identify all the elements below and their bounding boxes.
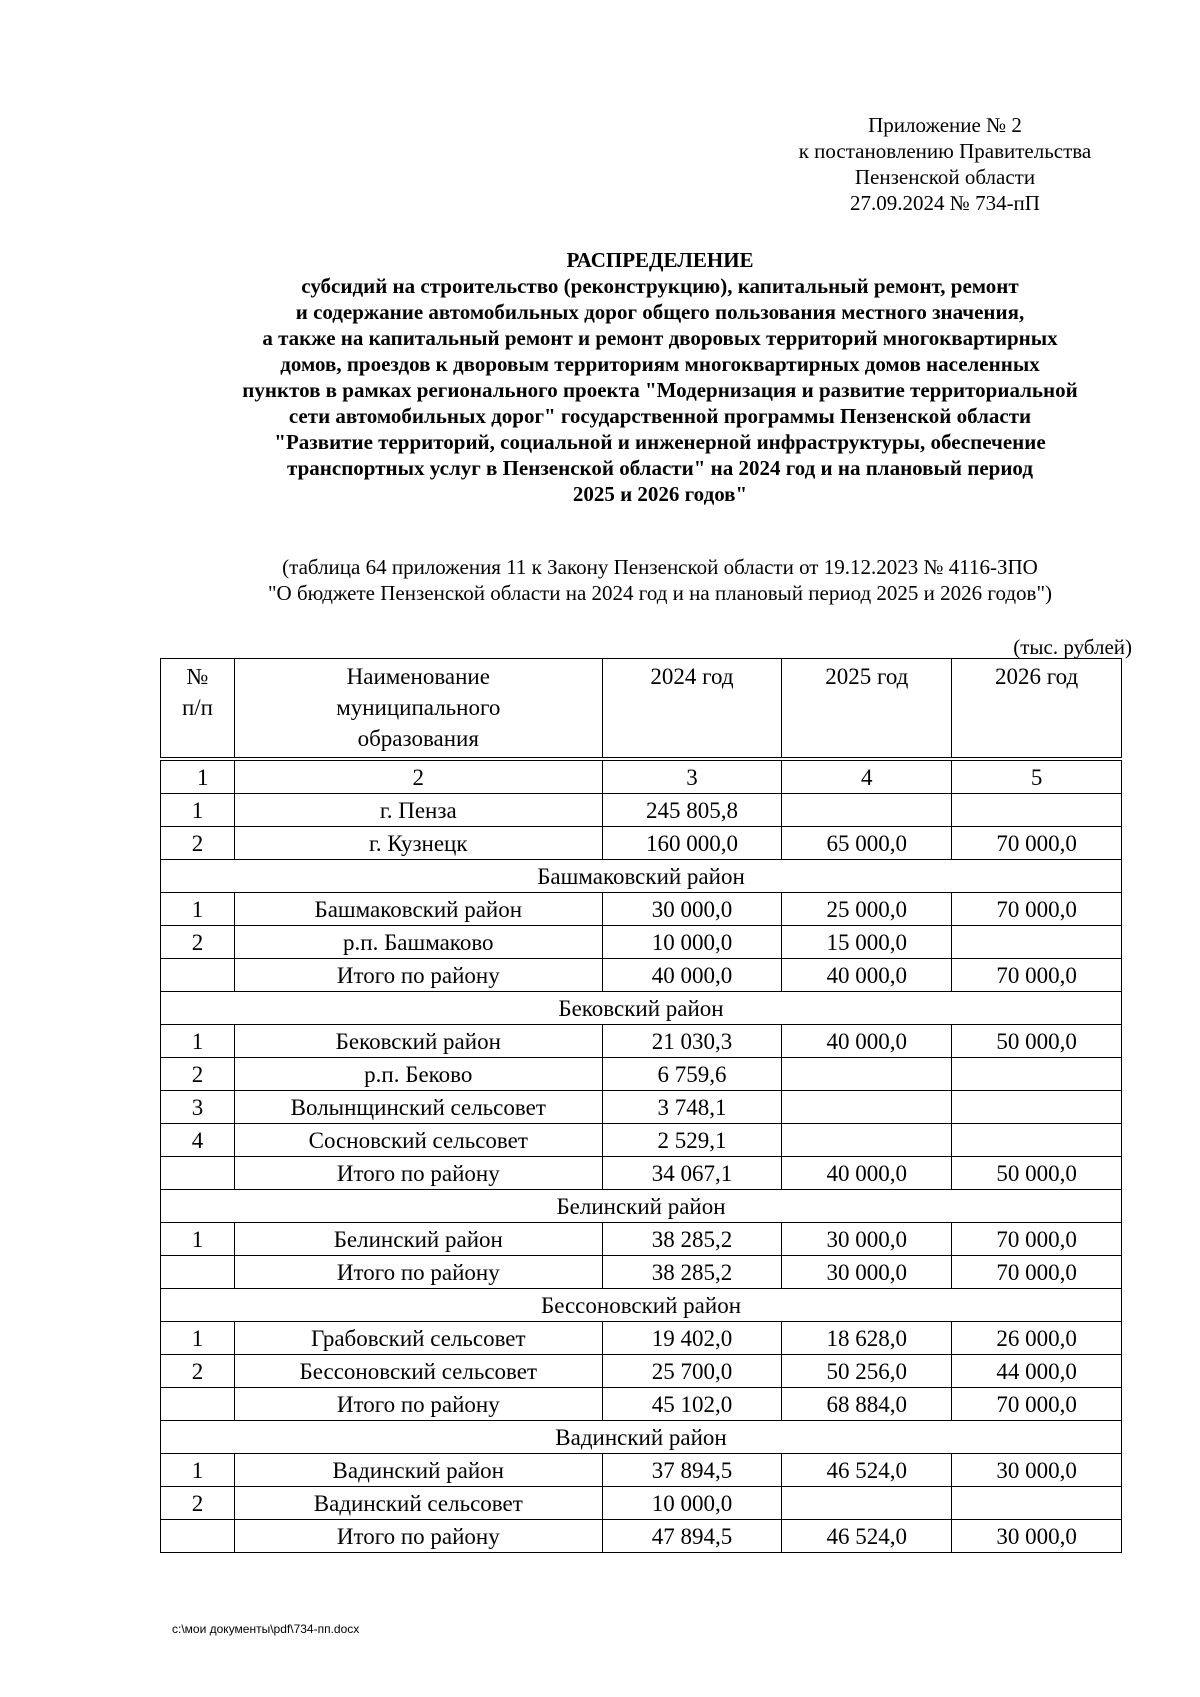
table-row xyxy=(161,893,1122,926)
row-number-cell: 3 xyxy=(161,1091,235,1124)
source-line: "О бюджете Пензенской области на 2024 год и на плановый период 2025 и 2026 годов") xyxy=(267,581,1053,605)
row-number-cell: 2 xyxy=(161,827,235,860)
amount-2024-cell: 21 030,3 xyxy=(602,1025,782,1058)
document-title xyxy=(150,247,1170,507)
table-row xyxy=(161,794,1122,827)
row-number-cell xyxy=(161,959,235,992)
title-line: субсидий на строительство (реконструкцию), капитальный ремонт, ремонт xyxy=(301,274,1019,298)
row-number-cell: 2 xyxy=(161,1355,235,1388)
section-row xyxy=(161,1190,1122,1223)
amount-2024-cell: 37 894,5 xyxy=(602,1454,782,1487)
row-number-cell xyxy=(161,1520,235,1553)
section-title: Белинский район xyxy=(161,1190,1122,1223)
amount-2025-cell: 30 000,0 xyxy=(782,1223,952,1256)
source-reference xyxy=(150,554,1170,606)
header-text: № xyxy=(186,664,209,689)
amount-2026-cell: 50 000,0 xyxy=(952,1025,1122,1058)
municipality-name-cell: р.п. Беково xyxy=(234,1058,602,1091)
section-row xyxy=(161,1421,1122,1454)
amount-2026-cell: 70 000,0 xyxy=(952,1256,1122,1289)
amount-2026-cell: 44 000,0 xyxy=(952,1355,1122,1388)
column-number-cell: 1 xyxy=(161,759,235,794)
amount-2025-cell: 65 000,0 xyxy=(782,827,952,860)
header-cell-2026: 2026 год xyxy=(952,659,1122,760)
title-heading: РАСПРЕДЕЛЕНИЕ xyxy=(566,248,754,272)
approval-line: 27.09.2024 № 734-пП xyxy=(850,191,1040,215)
amount-2025-cell: 18 628,0 xyxy=(782,1322,952,1355)
section-title: Вадинский район xyxy=(161,1421,1122,1454)
amount-2024-cell: 245 805,8 xyxy=(602,794,782,827)
row-number-cell: 1 xyxy=(161,1322,235,1355)
table-header-row xyxy=(161,659,1122,760)
amount-2026-cell: 26 000,0 xyxy=(952,1322,1122,1355)
column-number-cell: 4 xyxy=(782,759,952,794)
amount-2025-cell xyxy=(782,794,952,827)
title-line: пунктов в рамках регионального проекта "Модернизация и развитие территориальной xyxy=(242,378,1078,402)
municipality-name-cell: Башмаковский район xyxy=(234,893,602,926)
amount-2025-cell: 40 000,0 xyxy=(782,959,952,992)
municipality-name-cell: Грабовский сельсовет xyxy=(234,1322,602,1355)
amount-2026-cell xyxy=(952,1487,1122,1520)
amount-2025-cell: 68 884,0 xyxy=(782,1388,952,1421)
row-number-cell xyxy=(161,1157,235,1190)
amount-2024-cell: 40 000,0 xyxy=(602,959,782,992)
table-row xyxy=(161,959,1122,992)
amount-2024-cell: 38 285,2 xyxy=(602,1223,782,1256)
amount-2026-cell xyxy=(952,1058,1122,1091)
amount-2024-cell: 2 529,1 xyxy=(602,1124,782,1157)
municipality-name-cell: Белинский район xyxy=(234,1223,602,1256)
approval-line: Пензенской области xyxy=(854,165,1036,189)
section-row xyxy=(161,1289,1122,1322)
amount-2026-cell: 30 000,0 xyxy=(952,1454,1122,1487)
header-cell-2025: 2025 год xyxy=(782,659,952,760)
amount-2024-cell: 38 285,2 xyxy=(602,1256,782,1289)
municipality-name-cell: Итого по району xyxy=(234,1157,602,1190)
row-number-cell xyxy=(161,1388,235,1421)
amount-2026-cell: 30 000,0 xyxy=(952,1520,1122,1553)
table-row xyxy=(161,926,1122,959)
amount-2024-cell: 25 700,0 xyxy=(602,1355,782,1388)
amount-2025-cell: 15 000,0 xyxy=(782,926,952,959)
amount-2026-cell xyxy=(952,926,1122,959)
amount-2025-cell xyxy=(782,1058,952,1091)
municipality-name-cell: Вадинский район xyxy=(234,1454,602,1487)
table-row xyxy=(161,1487,1122,1520)
table-row xyxy=(161,1058,1122,1091)
title-line: а также на капитальный ремонт и ремонт дворовых территорий многоквартирных xyxy=(262,326,1058,350)
municipality-name-cell: Итого по району xyxy=(234,959,602,992)
header-cell-number xyxy=(161,659,235,760)
table-row xyxy=(161,1388,1122,1421)
municipality-name-cell: Итого по району xyxy=(234,1256,602,1289)
amount-2025-cell xyxy=(782,1487,952,1520)
title-line: домов, проездов к дворовым территориям многоквартирных домов населенных xyxy=(280,352,1040,376)
table-row xyxy=(161,1355,1122,1388)
table-row xyxy=(161,1157,1122,1190)
row-number-cell: 1 xyxy=(161,893,235,926)
amount-2025-cell: 46 524,0 xyxy=(782,1520,952,1553)
amount-2024-cell: 34 067,1 xyxy=(602,1157,782,1190)
approval-line: Приложение № 2 xyxy=(868,113,1022,137)
units-label: (тыс. рублей) xyxy=(1013,635,1132,659)
title-line: сети автомобильных дорог" государственной программы Пензенской области xyxy=(288,404,1032,428)
row-number-cell: 2 xyxy=(161,926,235,959)
amount-2026-cell xyxy=(952,1124,1122,1157)
municipality-name-cell: Бессоновский сельсовет xyxy=(234,1355,602,1388)
row-number-cell: 1 xyxy=(161,1454,235,1487)
section-title: Башмаковский район xyxy=(161,860,1122,893)
distribution-table xyxy=(160,658,1122,1553)
table-row xyxy=(161,1091,1122,1124)
amount-2025-cell: 30 000,0 xyxy=(782,1256,952,1289)
section-title: Бековский район xyxy=(161,992,1122,1025)
table-row xyxy=(161,1520,1122,1553)
amount-2024-cell: 3 748,1 xyxy=(602,1091,782,1124)
approval-line: к постановлению Правительства xyxy=(798,139,1092,163)
approval-block xyxy=(760,112,1130,216)
amount-2026-cell: 70 000,0 xyxy=(952,1388,1122,1421)
municipality-name-cell: Итого по району xyxy=(234,1520,602,1553)
row-number-cell: 1 xyxy=(161,1223,235,1256)
row-number-cell xyxy=(161,1256,235,1289)
table-row xyxy=(161,1025,1122,1058)
table-row xyxy=(161,827,1122,860)
municipality-name-cell: г. Кузнецк xyxy=(234,827,602,860)
amount-2025-cell xyxy=(782,1124,952,1157)
row-number-cell: 1 xyxy=(161,1025,235,1058)
table-row xyxy=(161,1322,1122,1355)
header-cell-2024: 2024 год xyxy=(602,659,782,760)
section-row xyxy=(161,992,1122,1025)
table-row xyxy=(161,1124,1122,1157)
header-text: образования xyxy=(357,726,479,751)
column-number-cell: 5 xyxy=(952,759,1122,794)
amount-2024-cell: 47 894,5 xyxy=(602,1520,782,1553)
title-line: "Развитие территорий, социальной и инженерной инфраструктуры, обеспечение xyxy=(274,430,1046,454)
amount-2025-cell xyxy=(782,1091,952,1124)
table-row xyxy=(161,1454,1122,1487)
amount-2025-cell: 40 000,0 xyxy=(782,1025,952,1058)
municipality-name-cell: Вадинский сельсовет xyxy=(234,1487,602,1520)
amount-2024-cell: 45 102,0 xyxy=(602,1388,782,1421)
amount-2026-cell: 50 000,0 xyxy=(952,1157,1122,1190)
amount-2024-cell: 6 759,6 xyxy=(602,1058,782,1091)
amount-2025-cell: 40 000,0 xyxy=(782,1157,952,1190)
amount-2026-cell: 70 000,0 xyxy=(952,893,1122,926)
section-row xyxy=(161,860,1122,893)
column-number-row xyxy=(161,759,1122,794)
table-row xyxy=(161,1223,1122,1256)
column-number-cell: 3 xyxy=(602,759,782,794)
row-number-cell: 2 xyxy=(161,1487,235,1520)
amount-2025-cell: 50 256,0 xyxy=(782,1355,952,1388)
title-line: и содержание автомобильных дорог общего пользования местного значения, xyxy=(295,300,1025,324)
municipality-name-cell: Итого по району xyxy=(234,1388,602,1421)
title-line: 2025 и 2026 годов" xyxy=(572,482,748,506)
amount-2026-cell: 70 000,0 xyxy=(952,959,1122,992)
amount-2024-cell: 10 000,0 xyxy=(602,926,782,959)
amount-2026-cell xyxy=(952,794,1122,827)
amount-2026-cell xyxy=(952,1091,1122,1124)
municipality-name-cell: г. Пенза xyxy=(234,794,602,827)
amount-2025-cell: 46 524,0 xyxy=(782,1454,952,1487)
amount-2024-cell: 160 000,0 xyxy=(602,827,782,860)
amount-2026-cell: 70 000,0 xyxy=(952,827,1122,860)
amount-2025-cell: 25 000,0 xyxy=(782,893,952,926)
row-number-cell: 2 xyxy=(161,1058,235,1091)
section-title: Бессоновский район xyxy=(161,1289,1122,1322)
amount-2026-cell: 70 000,0 xyxy=(952,1223,1122,1256)
municipality-name-cell: р.п. Башмаково xyxy=(234,926,602,959)
file-path-footer: c:\мои документы\pdf\734-пп.docx xyxy=(172,1622,360,1636)
table-row xyxy=(161,1256,1122,1289)
header-text: муниципального xyxy=(336,695,501,720)
municipality-name-cell: Волынщинский сельсовет xyxy=(234,1091,602,1124)
header-text: п/п xyxy=(181,695,213,720)
amount-2024-cell: 30 000,0 xyxy=(602,893,782,926)
amount-2024-cell: 10 000,0 xyxy=(602,1487,782,1520)
amount-2024-cell: 19 402,0 xyxy=(602,1322,782,1355)
row-number-cell: 4 xyxy=(161,1124,235,1157)
title-line: транспортных услуг в Пензенской области" на 2024 год и на плановый период xyxy=(287,456,1033,480)
row-number-cell: 1 xyxy=(161,794,235,827)
header-text: Наименование xyxy=(346,664,490,689)
header-cell-name xyxy=(234,659,602,760)
source-line: (таблица 64 приложения 11 к Закону Пензенской области от 19.12.2023 № 4116-ЗПО xyxy=(282,555,1038,579)
municipality-name-cell: Сосновский сельсовет xyxy=(234,1124,602,1157)
column-number-cell: 2 xyxy=(234,759,602,794)
municipality-name-cell: Бековский район xyxy=(234,1025,602,1058)
